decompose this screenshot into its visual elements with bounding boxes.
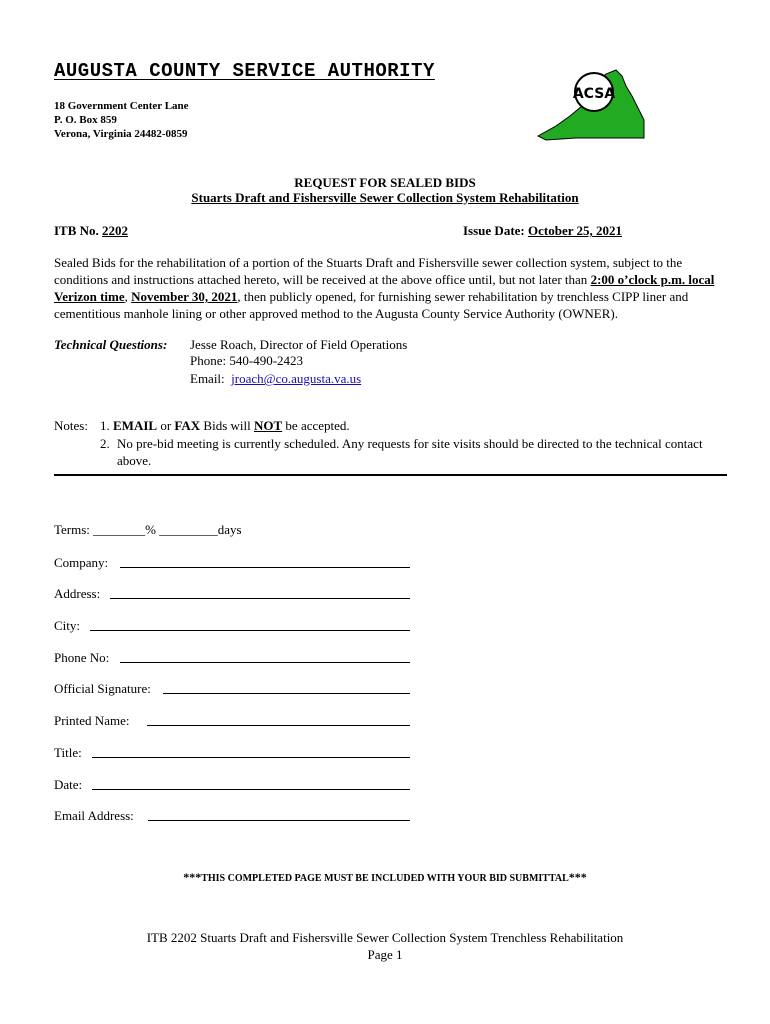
note-1-or: or [157,418,175,433]
phone-label: Phone No: [54,650,110,665]
note-1-not: NOT [254,418,283,433]
terms-field[interactable]: Terms: ________% _________days [54,522,242,537]
address-line-1: 18 Government Center Lane [54,100,189,112]
technical-email-row [190,371,361,387]
bid-paragraph [54,254,728,322]
city-field[interactable] [90,630,410,631]
address-label: Address: [54,586,101,601]
technical-contact: Jesse Roach, Director of Field Operations [190,337,408,352]
itb-value: 2202 [102,223,129,238]
note-2 [100,435,720,469]
note-1-email: EMAIL [113,418,158,433]
bid-time: 2:00 o’clock p.m. local Verizon time [54,272,715,304]
printed-name-field[interactable] [147,725,410,726]
completed-page-notice [0,870,770,885]
note-1 [100,418,350,434]
note-1-end: be accepted. [282,418,350,433]
notice-text: THIS COMPLETED PAGE MUST BE INCLUDED WITH YOUR BID SUBMITTAL [201,873,569,884]
company-field[interactable] [120,567,410,568]
issue-date-value: October 25, 2021 [528,223,622,238]
title-field[interactable] [92,757,410,758]
technical-phone: Phone: 540-490-2423 [190,353,304,368]
signature-label: Official Signature: [54,681,151,696]
project-title: Stuarts Draft and Fishersville Sewer Collection System Rehabilitation [191,190,579,205]
itb-number [54,223,128,239]
issue-date-label: Issue Date: [463,223,525,238]
bid-paragraph-part1: Sealed Bids for the rehabilitation of a portion of the Stuarts Draft and Fishersville sewer collection system, subject to the conditions and instructions attached hereto, will be received at the above office until, but not later than [54,255,683,287]
acsa-virginia-logo [536,62,646,142]
footer-document-title: ITB 2202 Stuarts Draft and Fishersville Sewer Collection System Trenchless Rehabilitation [146,930,624,945]
signature-field[interactable] [163,693,410,694]
date-label: Date: [54,777,83,792]
company-label: Company: [54,555,109,570]
bid-deadline: November 30, 2021 [131,289,238,304]
address-line-2: P. O. Box 859 [54,114,117,126]
title-label: Title: [54,745,82,760]
technical-email-label: Email: [190,371,232,386]
email-address-label: Email Address: [54,808,134,823]
page-footer [0,929,770,963]
note-2-text: No pre-bid meeting is currently scheduled. Any requests for site visits should be directed to the technical contact above. [117,436,703,468]
notes-label: Notes: [54,418,88,433]
issue-date [463,223,622,239]
city-label: City: [54,618,81,633]
logo-letters: ACSA [572,86,616,102]
bid-comma: , [124,289,132,304]
address-field[interactable] [110,598,410,599]
note-1-fax: FAX [174,418,201,433]
notice-stars-right: *** [568,870,587,884]
request-heading: REQUEST FOR SEALED BIDS [294,175,476,190]
bid-paragraph-part2: , then publicly opened, for furnishing sewer rehabilitation by trenchless CIPP liner and cementitious manhole lining or other approved method to the Augusta County Service Authority (OWNER). [54,289,689,321]
section-divider [54,474,727,476]
organization-name: AUGUSTA COUNTY SERVICE AUTHORITY [54,60,435,82]
technical-email-link[interactable]: jroach@co.augusta.va.us [231,371,362,386]
phone-field[interactable] [120,662,410,663]
date-field[interactable] [92,789,410,790]
notice-stars-left: *** [183,870,202,884]
footer-page-number: Page 1 [367,947,403,962]
technical-questions-label: Technical Questions: [54,337,168,352]
itb-label: ITB No. [54,223,99,238]
note-1-number: 1. [100,418,110,433]
note-1-mid: Bids will [200,418,254,433]
printed-name-label: Printed Name: [54,713,130,728]
address-line-3: Verona, Virginia 24482-0859 [54,128,188,140]
email-address-field[interactable] [148,820,410,821]
note-2-number: 2. [100,436,110,451]
